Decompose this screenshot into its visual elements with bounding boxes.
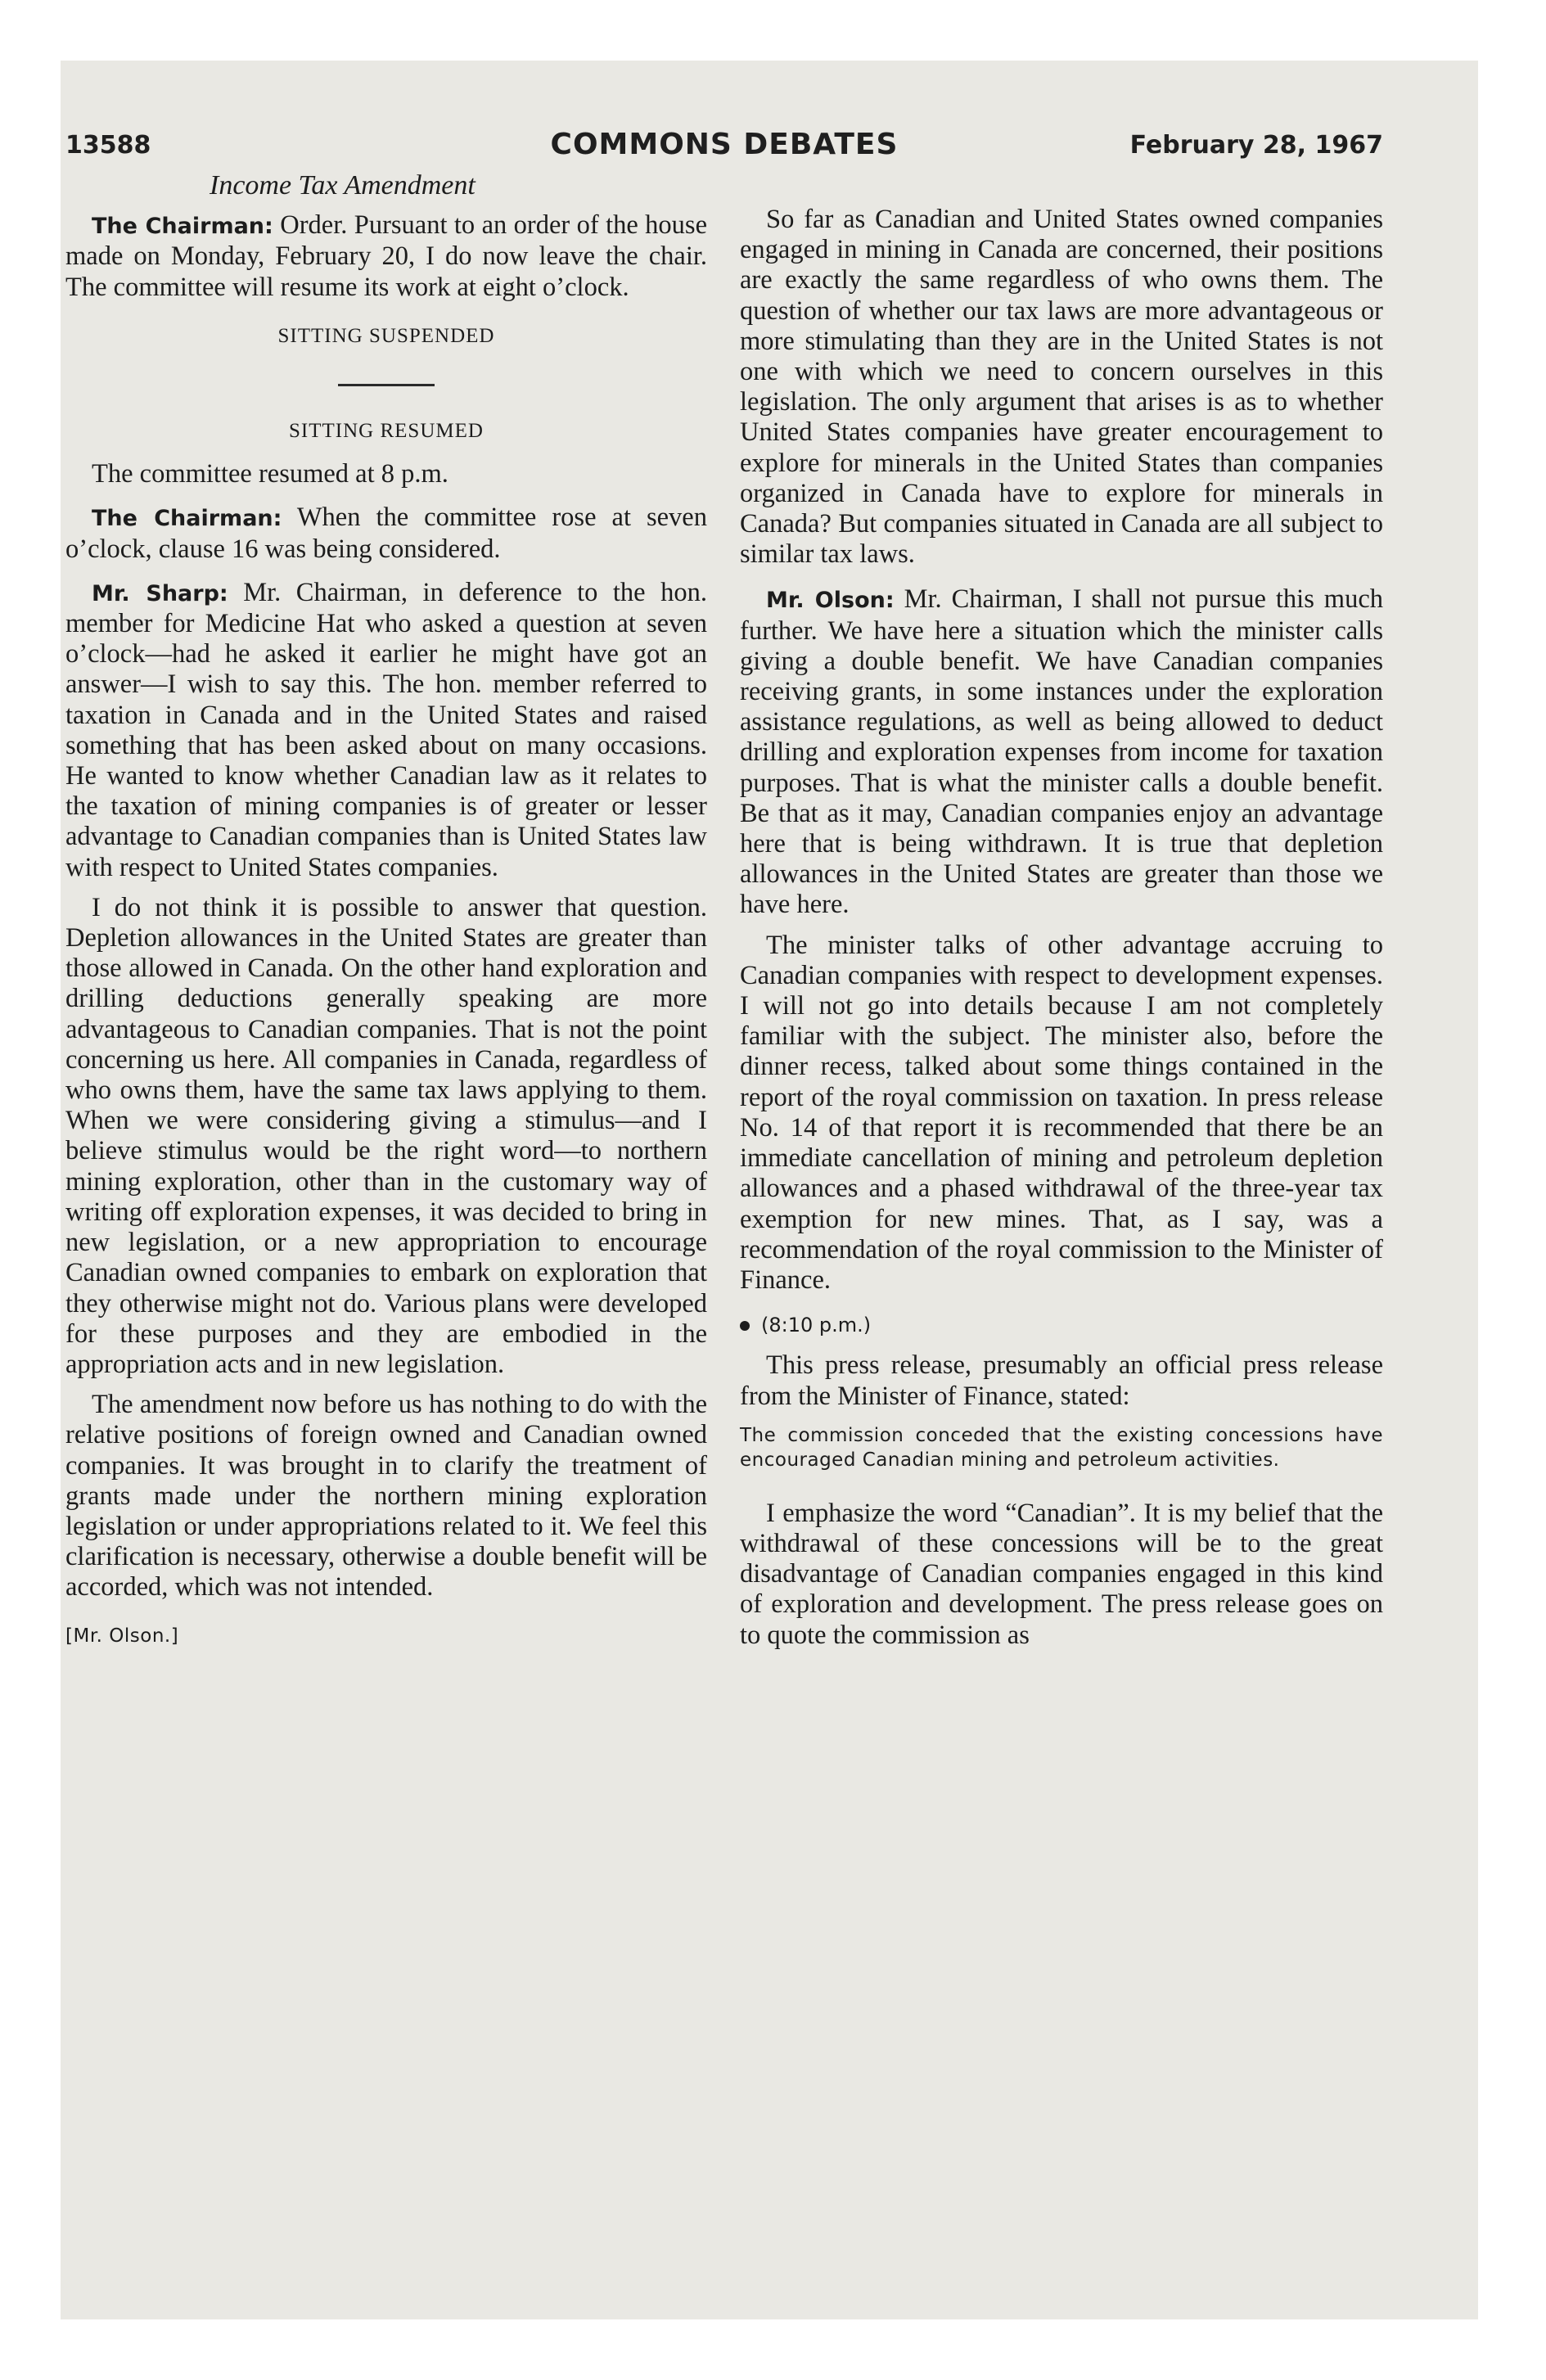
paragraph: The amendment now before us has nothing to do with the relative positions of foreign owned and Canadian owned companies. It was brought in to clarify the treatment of grants made under the northern mining exploration legislation or under appropriations related to it. We feel this clarification is necessary, otherwise a double benefit will be accorded, which was not intended.: [65, 1390, 707, 1602]
journal-title: COMMONS DEBATES: [550, 128, 899, 161]
page-header: [65, 128, 1383, 164]
paragraph: I do not think it is possible to answer that question. Depletion allowances in the United States are greater than those allowed in Canada. On the other hand exploration and drilling deductions generally speaking are more advantageous to Canadian companies. That is not the point concerning us here. All companies in Canada, regardless of who owns them, have the same tax laws applying to them. When we were considering giving a stimulus—and I believe stimulus would be the right word—to northern mining exploration, other than in the customary way of writing off exploration expenses, it was decided to bring in new legislation, or a new appropriation to encourage Canadian owned companies to embark on exploration that they otherwise might not do. Various plans were developed for these purposes and they are embodied in the appropriation acts and in new legislation.: [65, 892, 707, 1379]
paragraph: Mr. Sharp: Mr. Chairman, in deference to the hon. member for Medicine Hat who asked a question at seven o’clock—had he asked it earlier he might have got an answer—I wish to say this. The hon. member referred to taxation in Canada and in the United States and raised something that has been asked about on many occasions. He wanted to know whether Canadian law as it relates to the taxation of mining companies is of greater or lesser advantage to Canadian companies than is United States law with respect to United States companies.: [65, 577, 707, 882]
topic-heading: Income Tax Amendment: [210, 170, 476, 201]
divider-rule: [338, 384, 435, 386]
speaker-name: The Chairman:: [92, 214, 273, 240]
bullet-icon: [740, 1321, 750, 1331]
paragraph: The Chairman: When the committee rose at seven o’clock, clause 16 was being considered.: [65, 503, 707, 564]
paragraph: I emphasize the word “Canadian”. It is my belief that the withdrawal of these concessions will be to the great disadvantage of Canadian companies engaged in this kind of exploration and development. The press release goes on to quote the commission as: [740, 1498, 1383, 1650]
left-column: [65, 170, 707, 1652]
paragraph: The committee resumed at 8 p.m.: [92, 459, 448, 489]
sitting-resumed-notice: SITTING RESUMED: [289, 420, 484, 443]
paragraph: Mr. Olson: Mr. Chairman, I shall not pursue this much further. We have here a situation which the minister calls giving a double benefit. We have Canadian companies receiving grants, in some instances under the exploration assistance regulations, as well as being allowed to deduct drilling and exploration expenses from income for taxation purposes. That is what the minister calls a double benefit. Be that as it may, Canadian companies enjoy an advantage here that is being withdrawn. It is true that depletion allowances in the United States are greater than those we have here.: [740, 584, 1383, 920]
footer-speaker-note: [Mr. Olson.]: [65, 1625, 179, 1647]
speaker-name: Mr. Olson:: [766, 588, 895, 614]
paragraph: So far as Canadian and United States owned companies engaged in mining in Canada are concerned, their positions are exactly the same regardless of who owns them. The question of whether our tax laws are more advantageous or more stimulating than they are in the United States is not one with which we need to concern ourselves in this legislation. The only argument that arises is as to whether United States companies have greater encouragement to explore for minerals in the United States than companies organized in Canada have to explore for minerals in Canada? But companies situated in Canada are all subject to similar tax laws.: [740, 205, 1383, 570]
page-number: 13588: [65, 131, 151, 160]
right-column: [740, 205, 1383, 1651]
speaker-name: The Chairman:: [92, 506, 282, 532]
block-quote: The commission conceded that the existing concessions have encouraged Canadian mining and petroleum activities.: [740, 1424, 1383, 1471]
paragraph: The Chairman: Order. Pursuant to an order of the house made on Monday, February 20, I do now leave the chair. The committee will resume its work at eight o’clock.: [65, 210, 707, 302]
speaker-name: Mr. Sharp:: [92, 580, 228, 606]
paragraph: This press release, presumably an official press release from the Minister of Finance, stated:: [740, 1350, 1383, 1411]
sitting-suspended-notice: SITTING SUSPENDED: [277, 324, 495, 347]
time-marker: (8:10 p.m.): [740, 1310, 1383, 1341]
issue-date: February 28, 1967: [1129, 131, 1383, 160]
paragraph: The minister talks of other advantage accruing to Canadian companies with respect to development expenses. I will not go into details because I am not completely familiar with the subject. The minister also, before the dinner recess, talked about some things contained in the report of the royal commission on taxation. In press release No. 14 of that report it is recommended that there be an immediate cancellation of mining and petroleum depletion allowances and a phased withdrawal of the three-year tax exemption for new mines. That, as I say, was a recommendation of the royal commission to the Minister of Finance.: [740, 930, 1383, 1295]
